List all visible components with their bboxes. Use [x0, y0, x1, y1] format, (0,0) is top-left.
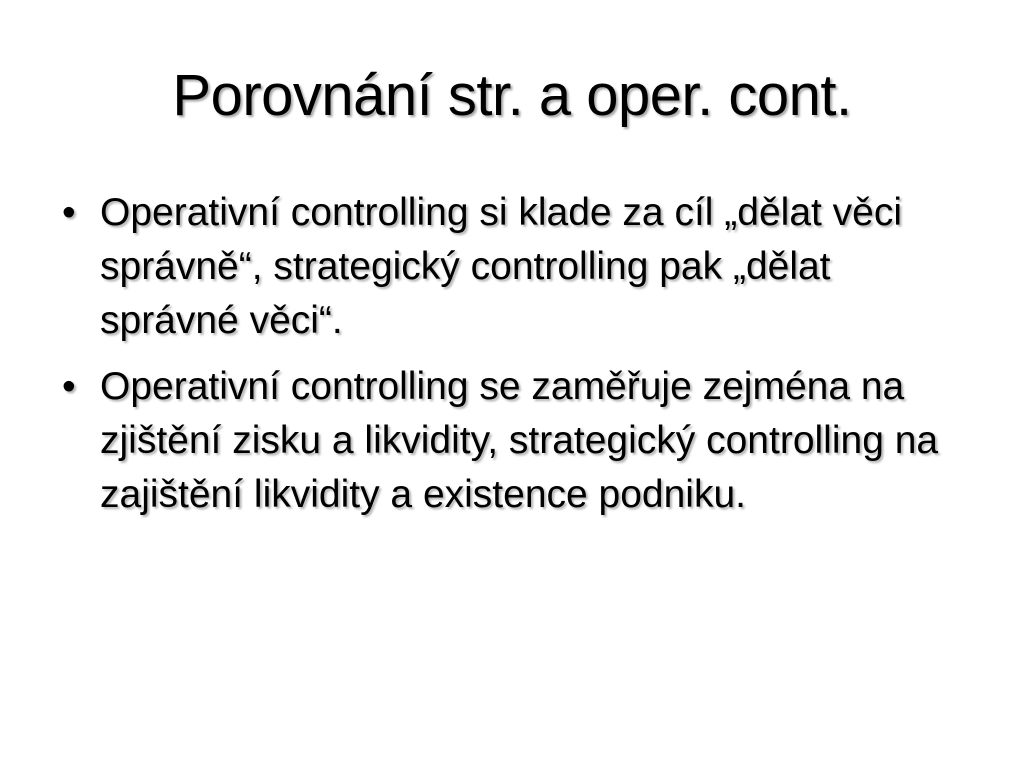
- bullet-icon: •: [62, 191, 76, 234]
- slide-title: Porovnání str. a oper. cont.: [172, 63, 852, 128]
- bullet-list: [56, 186, 956, 534]
- bullet-item: [56, 186, 956, 348]
- bullet-text: Operativní controlling si klade za cíl „dělat věci správně“, strategický controlling pak „dělat správné věci“.: [100, 191, 903, 342]
- bullet-item: [56, 360, 956, 522]
- bullet-text: Operativní controlling se zaměřuje zejména na zjištění zisku a likvidity, strategický controlling na zajištění likvidity a existence podniku.: [100, 365, 939, 516]
- bullet-icon: •: [62, 365, 76, 408]
